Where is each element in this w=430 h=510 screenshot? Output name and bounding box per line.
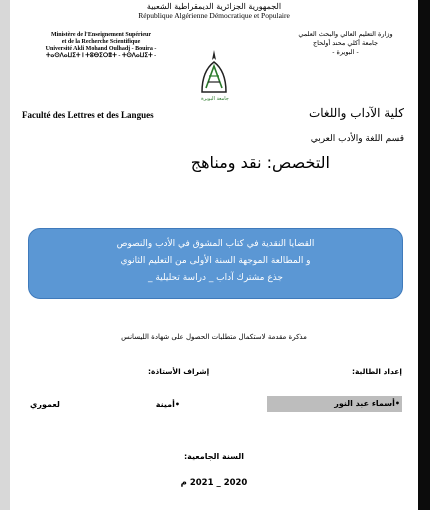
department-arabic: قسم اللغة والأدب العربي <box>310 134 404 144</box>
university-logo-icon <box>196 48 232 96</box>
topic-line: جذع مشترك آداب _ دراسة تحليلية _ <box>147 273 283 283</box>
academic-year-value: 2020 _ 2021 م <box>180 478 248 488</box>
ministry-line: Ministère de l'Enseignement Supérieur <box>50 32 152 38</box>
logo-caption: جامعة البويرة <box>201 96 229 102</box>
prepared-by-label: إعداد الطالبة: <box>352 367 402 376</box>
supervisor-first-name: •أمينة <box>155 400 180 409</box>
supervisor-last-name: لعموري <box>30 400 60 409</box>
university-line-ar: جامعة أكلي محند أولحاج <box>312 39 379 47</box>
document-page <box>10 0 418 510</box>
memo-statement: مذكرة مقدمة لاستكمال متطلبات الحصول على شهادة الليسانس <box>121 333 307 341</box>
faculty-arabic: كلية الآداب واللغات <box>308 106 404 120</box>
republic-arabic: الجمهورية الجزائرية الديمقراطية الشعبية <box>146 2 282 11</box>
ministry-french-block <box>36 32 166 60</box>
student-name: •أسماء عبد النور <box>267 396 402 412</box>
supervisor-label: إشراف الأستاذة: <box>148 367 210 376</box>
ministry-line: et de la Recherche Scientifique <box>61 39 141 45</box>
city-line-ar: - البويرة - <box>332 48 359 56</box>
window-right-edge <box>418 0 430 510</box>
topic-line: و المطالعة الموجهة السنة الأولى من التعليم الثانوي <box>120 256 311 266</box>
ministry-arabic-block <box>283 30 408 57</box>
thesis-topic-box <box>28 228 403 299</box>
academic-year-label: السنة الجامعية: <box>183 452 245 461</box>
university-line: Université Akli Mohand Oulhadj - Bouira - <box>45 46 157 52</box>
window-left-edge <box>0 0 10 510</box>
specialty-title: التخصص: نقد ومناهج <box>190 153 330 172</box>
ministry-line-ar: وزارة التعليم العالي والبحث العلمي <box>298 30 393 38</box>
faculty-french: Faculté des Lettres et des Langues <box>22 110 154 120</box>
topic-line: القضايا النقدية في كتاب المشوق في الأدب والنصوص <box>116 239 315 249</box>
republic-french: République Algérienne Démocratique et Populaire <box>138 11 290 20</box>
university-tifinagh-line: ⵜⴰⵙⴷⴰⵡⵉⵜ ⵏ ⵜⵓⴱⵉⵔⴻⵜ - ⵜⵙⴷⴰⵡⵉⵜ - <box>45 53 157 59</box>
